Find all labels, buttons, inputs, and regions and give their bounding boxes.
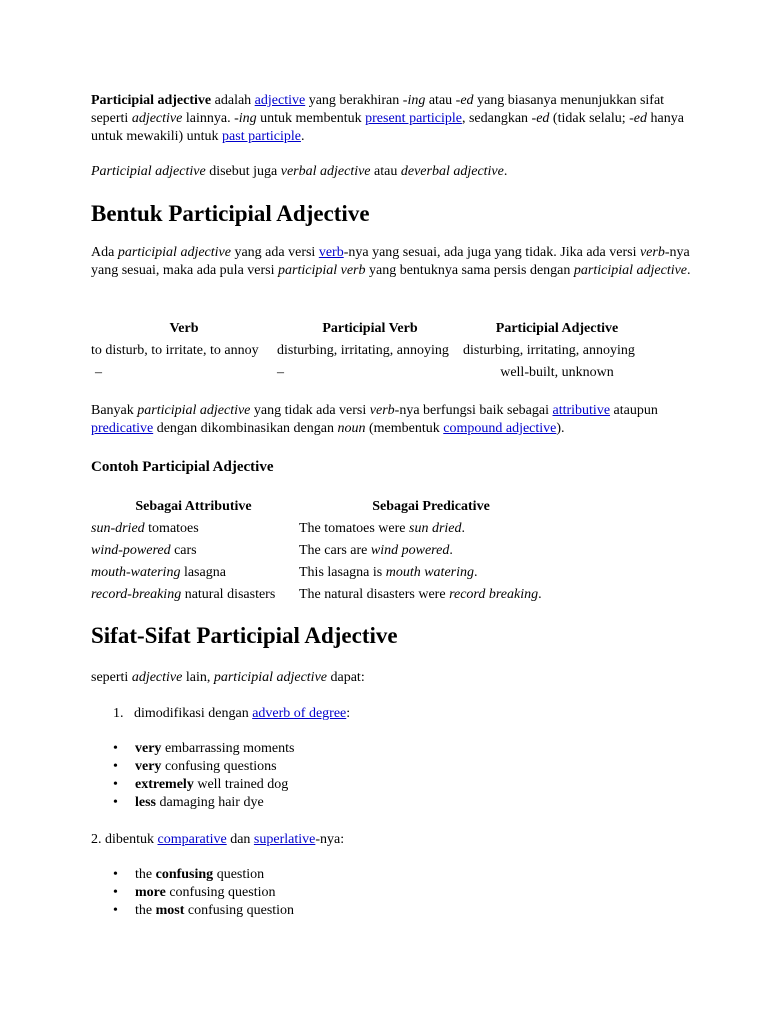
col-header-predicative: Sebagai Predicative [372, 499, 490, 514]
table-cell: – [277, 365, 284, 380]
numbered-item-2: 2. dibentuk comparative dan superlative-nya: [91, 832, 345, 847]
table-row [91, 342, 651, 364]
list-item: • very embarrassing moments [113, 740, 294, 758]
table-cell: disturbing, irritating, annoying [277, 343, 449, 358]
list-item: • very confusing questions [113, 758, 294, 776]
comparison-list [113, 866, 294, 920]
table-row [91, 586, 566, 608]
verb-forms-table [91, 320, 651, 386]
table-header-row [91, 498, 566, 520]
table-row [91, 564, 566, 586]
link-adjective[interactable]: adjective [254, 93, 306, 108]
degree-list [113, 740, 294, 812]
heading-bentuk: Bentuk Participial Adjective [91, 201, 370, 226]
link-predicative[interactable]: predicative [91, 421, 154, 436]
link-adverb-of-degree[interactable]: adverb of degree [252, 706, 347, 721]
sifat-paragraph: seperti adjective lain, participial adjective dapat: [91, 670, 365, 685]
heading-contoh: Contoh Participial Adjective [91, 459, 274, 475]
col-header-participial-verb: Participial Verb [322, 321, 418, 336]
table-cell: The tomatoes were sun dried. [299, 521, 466, 536]
table-cell: mouth-watering lasagna [91, 565, 226, 580]
table-row [91, 364, 651, 386]
col-header-participial-adjective: Participial Adjective [495, 321, 619, 336]
link-past-participle[interactable]: past participle [222, 129, 301, 144]
link-compound-adjective[interactable]: compound adjective [443, 421, 557, 436]
table-cell: disturbing, irritating, annoying [463, 343, 635, 358]
link-present-participle[interactable]: present participle [365, 111, 462, 126]
table-cell: This lasagna is mouth watering. [299, 565, 478, 580]
col-header-attributive: Sebagai Attributive [135, 499, 252, 514]
banyak-paragraph: Banyak participial adjective yang tidak ada versi verb-nya berfungsi baik sebagai attributive ataupun predicative dengan dikombinasikan dengan noun (membentuk compound adjective). [91, 403, 658, 436]
numbered-item-1: 1. dimodifikasi dengan adverb of degree: [113, 706, 351, 721]
table-cell: – [95, 365, 102, 380]
table-cell: The natural disasters were record breaking. [299, 587, 542, 602]
link-verb[interactable]: verb [318, 245, 344, 260]
list-item: • the confusing question [113, 866, 294, 884]
col-header-verb: Verb [169, 321, 199, 336]
list-item: • extremely well trained dog [113, 776, 294, 794]
link-attributive[interactable]: attributive [552, 403, 611, 418]
table-cell: well-built, unknown [500, 365, 614, 380]
table-cell: to disturb, to irritate, to annoy [91, 343, 259, 358]
table-header-row [91, 320, 651, 342]
list-item: • the most confusing question [113, 902, 294, 920]
link-superlative[interactable]: superlative [253, 832, 316, 847]
link-comparative[interactable]: comparative [157, 832, 227, 847]
table-cell: record-breaking natural disasters [91, 587, 276, 602]
table-row [91, 542, 566, 564]
table-row [91, 520, 566, 542]
heading-sifat: Sifat-Sifat Participial Adjective [91, 623, 398, 648]
list-item: • less damaging hair dye [113, 794, 294, 812]
examples-table [91, 498, 566, 608]
list-item: • more confusing question [113, 884, 294, 902]
term-bold: Participial adjective [91, 93, 212, 108]
table-cell: The cars are wind powered. [299, 543, 453, 558]
bentuk-paragraph: Ada participial adjective yang ada versi verb-nya yang sesuai, ada juga yang tidak. Jika ada versi verb-nya yang sesuai, maka ada pula versi participial verb yang bentuknya sama persis dengan participial adjective. [91, 245, 691, 278]
table-cell: wind-powered cars [91, 543, 197, 558]
intro-paragraph: Participial adjective adalah adjective yang berakhiran -ing atau -ed yang biasanya menunjukkan sifat seperti adjective lainnya. -ing untuk membentuk present participle, sedangkan -ed (tidak selalu; -ed hanya untuk mewakili) untuk past participle. [91, 93, 684, 144]
table-cell: sun-dried tomatoes [91, 521, 199, 536]
alias-paragraph: Participial adjective disebut juga verbal adjective atau deverbal adjective. [91, 164, 508, 179]
